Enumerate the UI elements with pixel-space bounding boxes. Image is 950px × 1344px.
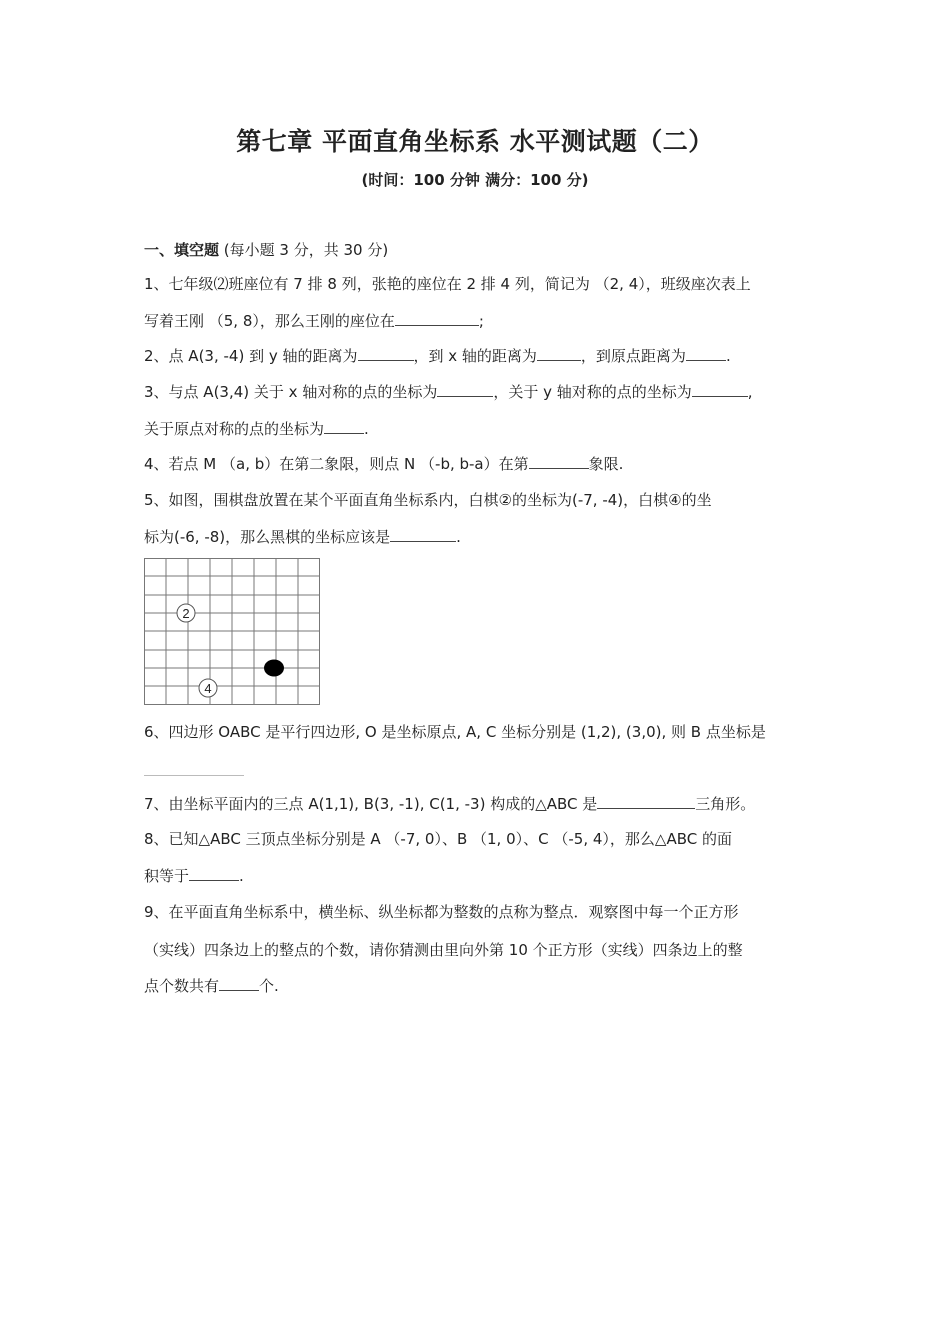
question-3-part-b: ，关于 y 轴对称的点的坐标为 — [493, 383, 692, 401]
question-2 — [144, 346, 809, 366]
section-title: 一、填空题 — [144, 241, 220, 259]
question-2-part-b: ，到 x 轴的距离为 — [413, 347, 537, 365]
section-note: (每小题 3 分，共 30 分) — [223, 241, 389, 259]
section-heading — [144, 239, 388, 260]
white-stone-4 — [199, 679, 217, 697]
question-4-part-b: 象限. — [588, 455, 624, 473]
question-8-end: . — [239, 867, 244, 885]
question-1-end: ; — [478, 312, 484, 330]
question-3-line-2 — [144, 419, 809, 439]
white-stone-4-label: 4 — [204, 681, 212, 696]
question-3-line-1 — [144, 382, 809, 402]
question-7-part-a: 7、由坐标平面内的三点 A(1,1), B(3, -1), C(1, -3) 构成的△ABC 是 — [144, 795, 598, 813]
question-1-text: 写着王刚 （5, 8），那么王刚的座位在 — [144, 312, 395, 330]
answer-blank[interactable] — [537, 346, 581, 361]
question-8-line-2 — [144, 866, 809, 886]
question-3-end: . — [364, 420, 369, 438]
question-3-part-c: , — [747, 383, 753, 401]
question-7-part-b: 三角形。 — [695, 795, 756, 813]
answer-blank[interactable] — [390, 527, 456, 542]
question-2-part-c: ，到原点距离为 — [580, 347, 686, 365]
go-board-grid — [144, 558, 320, 705]
answer-blank[interactable] — [324, 419, 364, 434]
exam-duration-score: (时间：100 分钟 满分：100 分) — [361, 171, 589, 189]
question-9-line-2: （实线）四条边上的整点的个数，请你猜测由里向外第 10 个正方形（实线）四条边上的整 — [144, 941, 743, 959]
question-1-line-1: 1、七年级⑵班座位有 7 排 8 列，张艳的座位在 2 排 4 列，简记为 （2, 4），班级座次表上 — [144, 275, 751, 293]
answer-blank[interactable] — [529, 454, 589, 469]
answer-blank[interactable] — [597, 794, 695, 809]
question-9-line-1: 9、在平面直角坐标系中，横坐标、纵坐标都为整数的点称为整点．观察图中每一个正方形 — [144, 903, 739, 921]
question-8-line-1: 8、已知△ABC 三顶点坐标分别是 A （-7, 0）、B （1, 0）、C （-5, 4），那么△ABC 的面 — [144, 830, 732, 848]
question-4-part-a: 4、若点 M （a, b）在第二象限，则点 N （-b, b-a）在第 — [144, 455, 529, 473]
question-5-line-1: 5、如图，围棋盘放置在某个平面直角坐标系内，白棋②的坐标为(-7, -4)，白棋④的坐 — [144, 491, 712, 509]
white-stone-2 — [177, 604, 195, 622]
answer-blank[interactable] — [395, 311, 479, 326]
question-3-part-a: 3、与点 A(3,4) 关于 x 轴对称的点的坐标为 — [144, 383, 438, 401]
answer-blank[interactable] — [686, 346, 726, 361]
answer-blank[interactable] — [437, 382, 493, 397]
white-stone-2-label: 2 — [182, 606, 190, 621]
black-stone — [264, 660, 284, 677]
question-2-part-a: 2、点 A(3, -4) 到 y 轴的距离为 — [144, 347, 358, 365]
question-5-end: . — [456, 528, 461, 546]
question-6: 6、四边形 OABC 是平行四边形, O 是坐标原点, A, C 坐标分别是 (1,2), (3,0), 则 B 点坐标是 — [144, 723, 766, 741]
question-4 — [144, 454, 809, 474]
question-2-part-d: . — [725, 347, 731, 365]
question-5-text: 标为(-6, -8)，那么黑棋的坐标应该是 — [144, 528, 391, 546]
answer-blank[interactable] — [144, 775, 244, 776]
question-9-line-3 — [144, 976, 809, 996]
question-8-text: 积等于 — [144, 867, 190, 885]
question-7 — [144, 794, 809, 814]
question-9-text: 点个数共有 — [144, 977, 220, 995]
answer-blank[interactable] — [358, 346, 414, 361]
question-5-line-2 — [144, 527, 809, 547]
answer-blank[interactable] — [219, 976, 259, 991]
answer-blank[interactable] — [692, 382, 748, 397]
answer-blank[interactable] — [189, 866, 239, 881]
page-title: 第七章 平面直角坐标系 水平测试题（二） — [236, 127, 714, 156]
go-board-figure — [144, 558, 321, 706]
question-3-part-d: 关于原点对称的点的坐标为 — [144, 420, 325, 438]
question-9-end: 个. — [259, 977, 279, 995]
question-1-line-2 — [144, 311, 809, 331]
